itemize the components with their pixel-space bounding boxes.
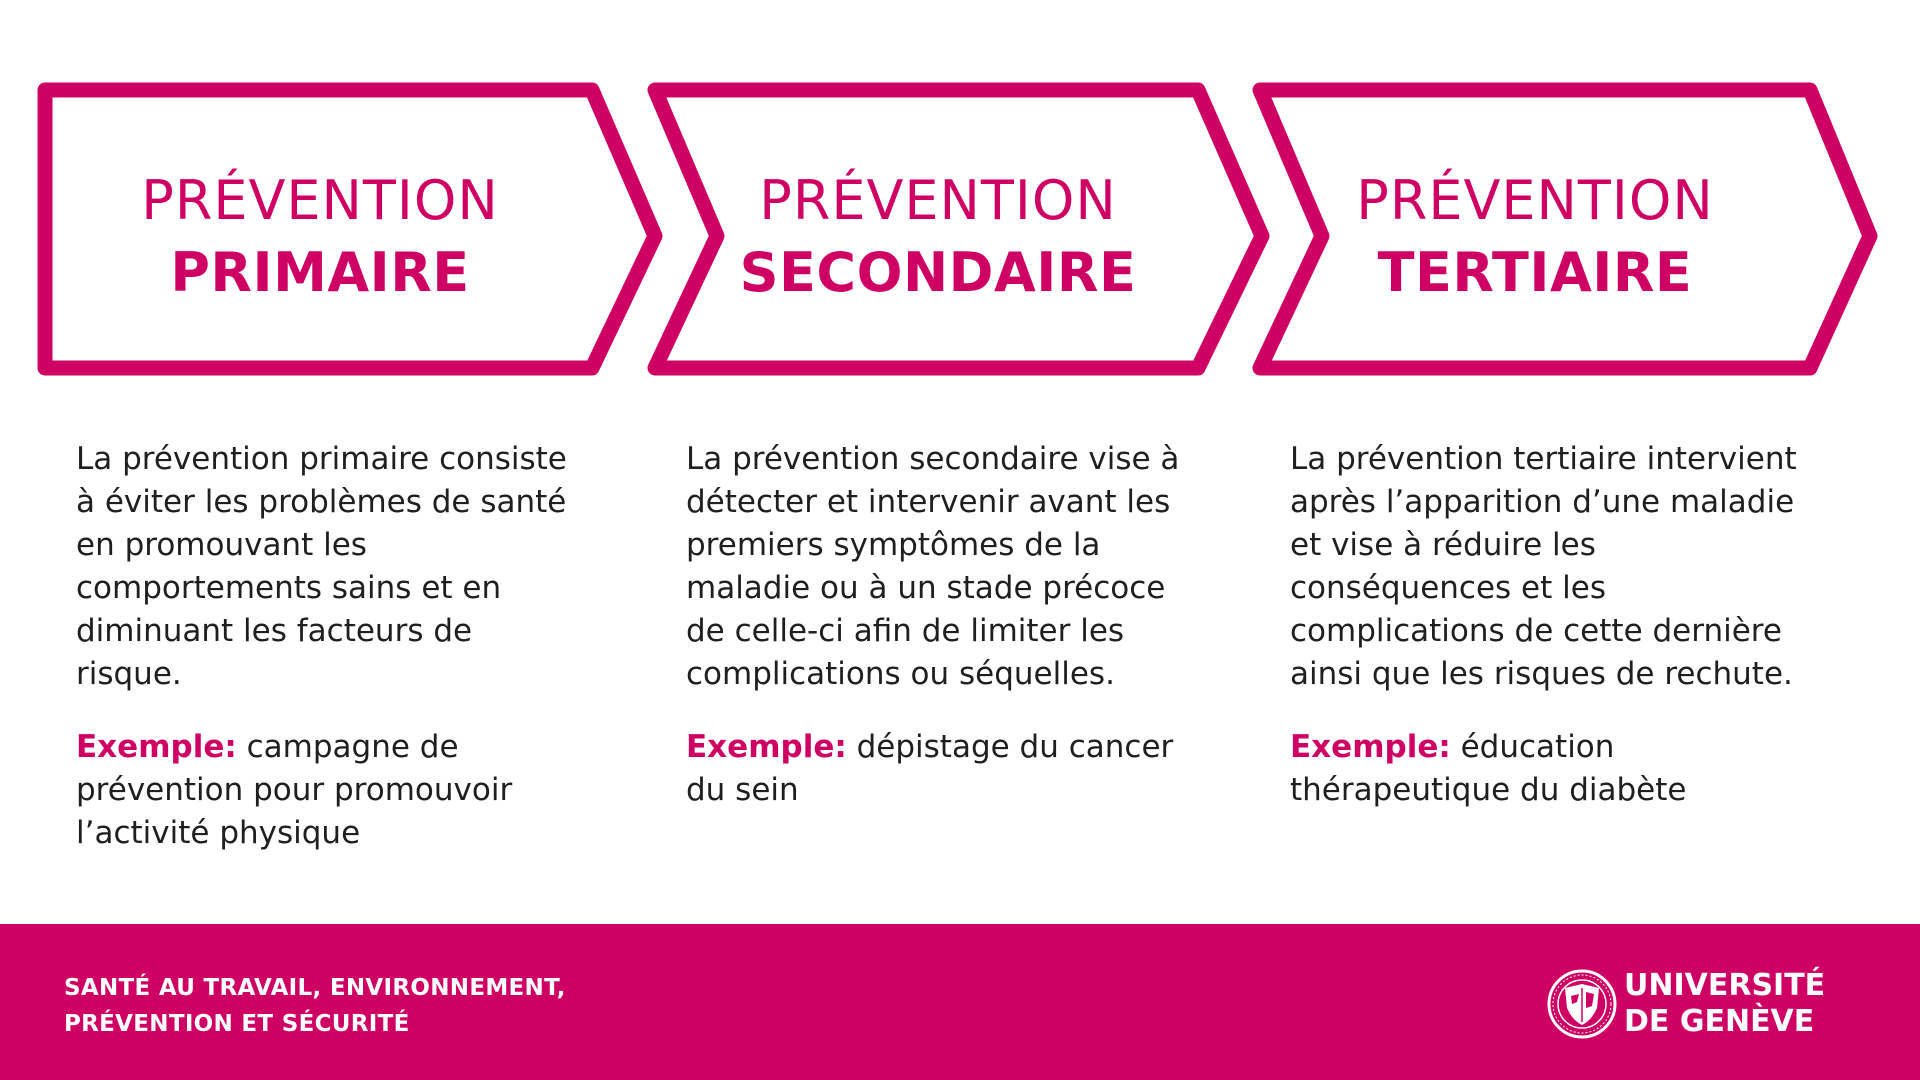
logo-line2: DE GENÈVE xyxy=(1624,1004,1815,1039)
footer-bar xyxy=(0,924,1920,1080)
example-label: Exemple: xyxy=(1290,729,1451,765)
arrow-title-line2: SECONDAIRE xyxy=(739,241,1137,304)
university-seal-icon xyxy=(1546,968,1618,1040)
example-primaire xyxy=(76,726,576,855)
arrow-title-tertiaire xyxy=(1275,165,1795,309)
footer-line2: PRÉVENTION ET SÉCURITÉ xyxy=(64,1011,410,1037)
description-tertiaire: La prévention tertiaire intervient après l’apparition d’une maladie et vise à réduire les conséquences et les complications de cette dernière ainsi que les risques de rechute. xyxy=(1290,441,1797,692)
arrow-title-line1: PRÉVENTION xyxy=(1356,169,1714,232)
arrow-title-line2: PRIMAIRE xyxy=(170,241,470,304)
description-secondaire: La prévention secondaire vise à détecter et intervenir avant les premiers symptômes de la maladie ou à un stade précoce de celle-ci afin de limiter les complications ou séquelles. xyxy=(686,441,1180,692)
example-text: éducation thérapeutique du diabète xyxy=(1290,729,1687,808)
example-label: Exemple: xyxy=(76,729,237,765)
arrow-title-line1: PRÉVENTION xyxy=(141,169,499,232)
arrow-title-line1: PRÉVENTION xyxy=(759,169,1117,232)
arrow-title-primaire xyxy=(60,165,580,309)
example-text: dépistage du cancer du sein xyxy=(686,729,1174,808)
university-logo xyxy=(1546,966,1864,1042)
example-text: campagne de prévention pour promouvoir l’activité physique xyxy=(76,729,513,851)
example-label: Exemple: xyxy=(686,729,847,765)
footer-department xyxy=(64,970,566,1042)
logo-line1: UNIVERSITÉ xyxy=(1624,968,1826,1003)
footer-line1: SANTÉ AU TRAVAIL, ENVIRONNEMENT, xyxy=(64,975,566,1001)
arrow-title-secondaire xyxy=(678,165,1198,309)
column-primaire xyxy=(76,438,576,855)
column-tertiaire xyxy=(1290,438,1810,812)
example-tertiaire xyxy=(1290,726,1810,812)
description-primaire: La prévention primaire consiste à éviter les problèmes de santé en promouvant les comportements sains et en diminuant les facteurs de risque. xyxy=(76,441,567,692)
arrow-title-line2: TERTIAIRE xyxy=(1377,241,1693,304)
example-secondaire xyxy=(686,726,1186,812)
column-secondaire xyxy=(686,438,1186,812)
university-name xyxy=(1624,968,1864,1040)
